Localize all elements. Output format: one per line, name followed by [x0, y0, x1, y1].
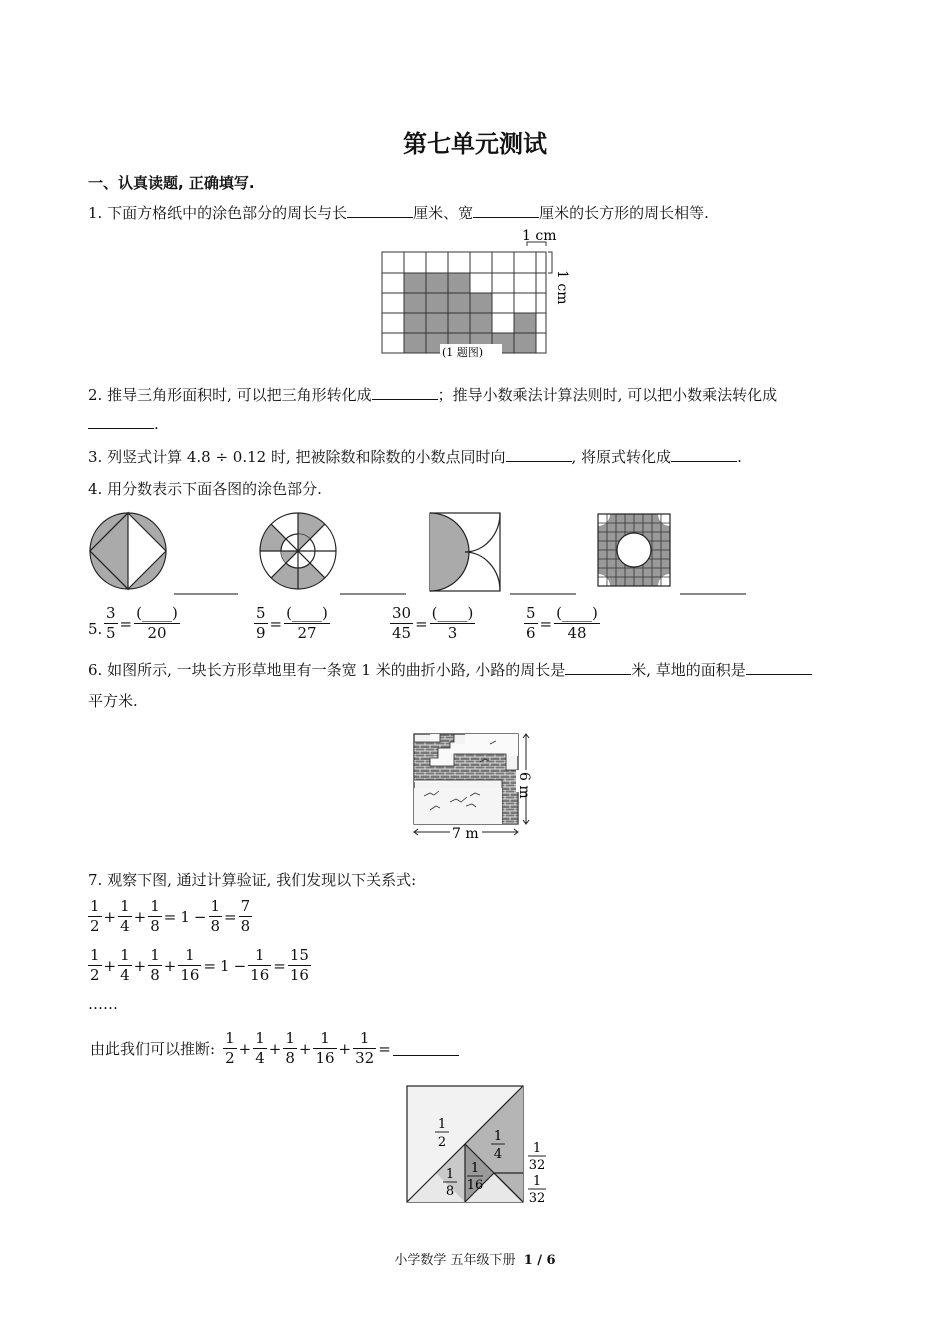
denominator: 5: [106, 624, 116, 642]
numerator: 1: [150, 946, 160, 964]
plus-sign: +: [338, 1039, 352, 1058]
q4-figure-square-arcs: [430, 513, 500, 591]
denominator: 9: [256, 624, 266, 642]
q2-text-c: .: [154, 415, 159, 433]
denominator: 4: [255, 1049, 265, 1067]
q7-square-figure: [402, 1082, 552, 1208]
q5-label: 5.: [88, 620, 103, 638]
denominator: 8: [285, 1049, 295, 1067]
q3-blank-2[interactable]: [671, 447, 737, 462]
equals-sign: =: [163, 907, 177, 926]
question-2-cont: [88, 414, 159, 433]
denominator: 16: [180, 966, 200, 984]
plus-sign: +: [163, 956, 177, 975]
denominator: 45: [392, 624, 412, 642]
question-3: [88, 446, 742, 467]
plus-sign: +: [133, 956, 147, 975]
numerator: 1: [285, 1029, 295, 1047]
page-title: 第七单元测试: [403, 130, 547, 158]
question-7: 7. 观察下图, 通过计算验证, 我们发现以下关系式:: [88, 871, 417, 889]
section-heading: 一、认真读题, 正确填写.: [88, 174, 255, 192]
q1-unit-vertical: 1 cm: [554, 270, 570, 305]
denominator: 3: [447, 624, 458, 642]
question-4: 4. 用分数表示下面各图的涂色部分.: [88, 480, 322, 498]
numerator: 1: [313, 1029, 336, 1049]
q5-blank-4[interactable]: (____): [556, 604, 598, 622]
q2-blank-2[interactable]: [88, 414, 154, 429]
q6-height-label: 6 m: [516, 772, 532, 799]
q6-text-a: 6. 如图所示, 一块长方形草地里有一条宽 1 米的曲折小路, 小路的周长是: [88, 661, 566, 679]
q6-width-label: 7 m: [452, 826, 479, 842]
numerator: 1: [225, 1029, 235, 1047]
numerator: 30: [392, 604, 412, 622]
q3-text-b: , 将原式转化成: [571, 448, 672, 466]
denominator: 8: [210, 917, 221, 935]
q2-text-b: ；推导小数乘法计算法则时, 可以把小数乘法转化成: [437, 386, 778, 404]
numerator: 1: [120, 897, 130, 915]
numerator: 3: [106, 604, 116, 622]
label-32b-denominator: 32: [528, 1191, 546, 1206]
label-quarter-numerator: 1: [493, 1129, 503, 1144]
q5-blank-2[interactable]: (____): [286, 604, 328, 622]
question-6: [88, 659, 812, 680]
q5-blank-1[interactable]: (____): [136, 604, 178, 622]
question-5: [88, 604, 628, 652]
denominator: 2: [225, 1049, 235, 1067]
denominator: 16: [289, 966, 309, 984]
numerator: 15: [289, 946, 309, 964]
label-32a-denominator: 32: [528, 1158, 546, 1173]
numerator: 7: [240, 897, 251, 915]
q6-text-c: 平方米.: [88, 692, 138, 710]
numerator: 1: [353, 1029, 376, 1049]
label-eighth-numerator: 1: [445, 1167, 455, 1182]
minus-sign: −: [233, 956, 247, 975]
equals-sign: =: [273, 956, 286, 975]
label-quarter-denominator: 4: [493, 1147, 503, 1162]
page-footer: [0, 1249, 950, 1268]
q4-figure-circle-square: [90, 513, 166, 589]
numerator: 1: [248, 946, 271, 966]
numerator: 1: [255, 1029, 265, 1047]
denominator: 48: [567, 624, 587, 642]
equals-sign: =: [119, 614, 133, 633]
plus-sign: +: [103, 907, 117, 926]
footer-text: 小学数学 五年级下册: [394, 1253, 516, 1268]
label-32a-numerator: 1: [532, 1141, 542, 1156]
q2-text-a: 2. 推导三角形面积时, 可以把三角形转化成: [88, 386, 372, 404]
minus-sign: −: [193, 907, 207, 926]
q1-blank-width[interactable]: [473, 203, 539, 218]
numerator: 1: [178, 946, 201, 966]
denominator: 6: [526, 624, 536, 642]
q5-item-2: [254, 604, 330, 643]
equals-sign: =: [269, 614, 283, 633]
q5-item-1: [104, 604, 180, 643]
q6-blank-area[interactable]: [746, 660, 812, 675]
equals-sign: =: [539, 614, 553, 633]
q7-equation-2: [88, 946, 311, 985]
denominator: 2: [90, 966, 100, 984]
page-number: 1 / 6: [523, 1253, 556, 1268]
denominator: 8: [240, 917, 251, 935]
label-half-denominator: 2: [437, 1135, 447, 1150]
q1-unit-horizontal: 1 cm: [522, 228, 557, 244]
label-sixteenth-denominator: 16: [466, 1178, 484, 1193]
q1-caption: (1 题图): [442, 346, 484, 359]
label-eighth-denominator: 8: [445, 1184, 455, 1199]
q7-equation-1: [88, 897, 252, 936]
q4-figures: [88, 508, 768, 604]
denominator: 8: [150, 917, 160, 935]
q6-blank-perimeter[interactable]: [565, 660, 631, 675]
q4-figure-grid-circle: [598, 514, 670, 586]
q2-blank-1[interactable]: [372, 385, 438, 400]
q3-text-c: .: [737, 448, 742, 466]
q6-lawn-figure: [410, 730, 550, 844]
equals-sign: =: [415, 614, 428, 633]
one: 1: [220, 956, 230, 975]
q3-blank-1[interactable]: [506, 447, 572, 462]
label-sixteenth-numerator: 1: [470, 1161, 480, 1176]
q6-text-b: 米, 草地的面积是: [631, 661, 746, 679]
label-half-numerator: 1: [437, 1117, 447, 1132]
q7-inference: [88, 1029, 459, 1068]
numerator: 5: [526, 604, 536, 622]
numerator: 1: [150, 897, 160, 915]
equals-sign: =: [224, 907, 237, 926]
q5-item-4: [524, 604, 600, 643]
denominator: 2: [90, 917, 100, 935]
plus-sign: +: [268, 1039, 282, 1058]
q7-blank-answer[interactable]: [393, 1041, 459, 1056]
denominator: 27: [297, 624, 317, 642]
equals-sign: =: [203, 956, 217, 975]
q4-figure-ring: [260, 513, 336, 589]
q3-text-a: 3. 列竖式计算 4.8 ÷ 0.12 时, 把被除数和除数的小数点同时向: [88, 448, 506, 466]
q1-text-b: 厘米、宽: [413, 204, 474, 222]
question-2: [88, 384, 777, 405]
numerator: 1: [210, 897, 221, 915]
denominator: 20: [147, 624, 167, 642]
numerator: 1: [120, 946, 130, 964]
plus-sign: +: [103, 956, 117, 975]
q5-blank-3[interactable]: (____): [431, 604, 474, 622]
numerator: 1: [90, 946, 100, 964]
denominator: 8: [150, 966, 160, 984]
numerator: 5: [256, 604, 266, 622]
q7-infer-label: 由此我们可以推断:: [90, 1040, 216, 1058]
plus-sign: +: [238, 1039, 252, 1058]
denominator: 16: [250, 966, 270, 984]
q1-text-a: 1. 下面方格纸中的涂色部分的周长与长: [88, 204, 348, 222]
plus-sign: +: [298, 1039, 312, 1058]
q5-item-3: [390, 604, 475, 643]
plus-sign: +: [133, 907, 147, 926]
denominator: 4: [120, 966, 130, 984]
equals-sign: =: [378, 1039, 391, 1058]
denominator: 16: [315, 1049, 335, 1067]
q1-grid-figure: [380, 228, 580, 374]
denominator: 4: [120, 917, 130, 935]
denominator: 32: [355, 1049, 375, 1067]
question-1: [88, 202, 709, 223]
label-32b-numerator: 1: [532, 1174, 542, 1189]
q7-ellipsis: ……: [88, 995, 118, 1013]
one: 1: [180, 907, 190, 926]
numerator: 1: [90, 897, 100, 915]
q1-blank-length[interactable]: [347, 203, 413, 218]
q1-text-c: 厘米的长方形的周长相等.: [539, 204, 709, 222]
